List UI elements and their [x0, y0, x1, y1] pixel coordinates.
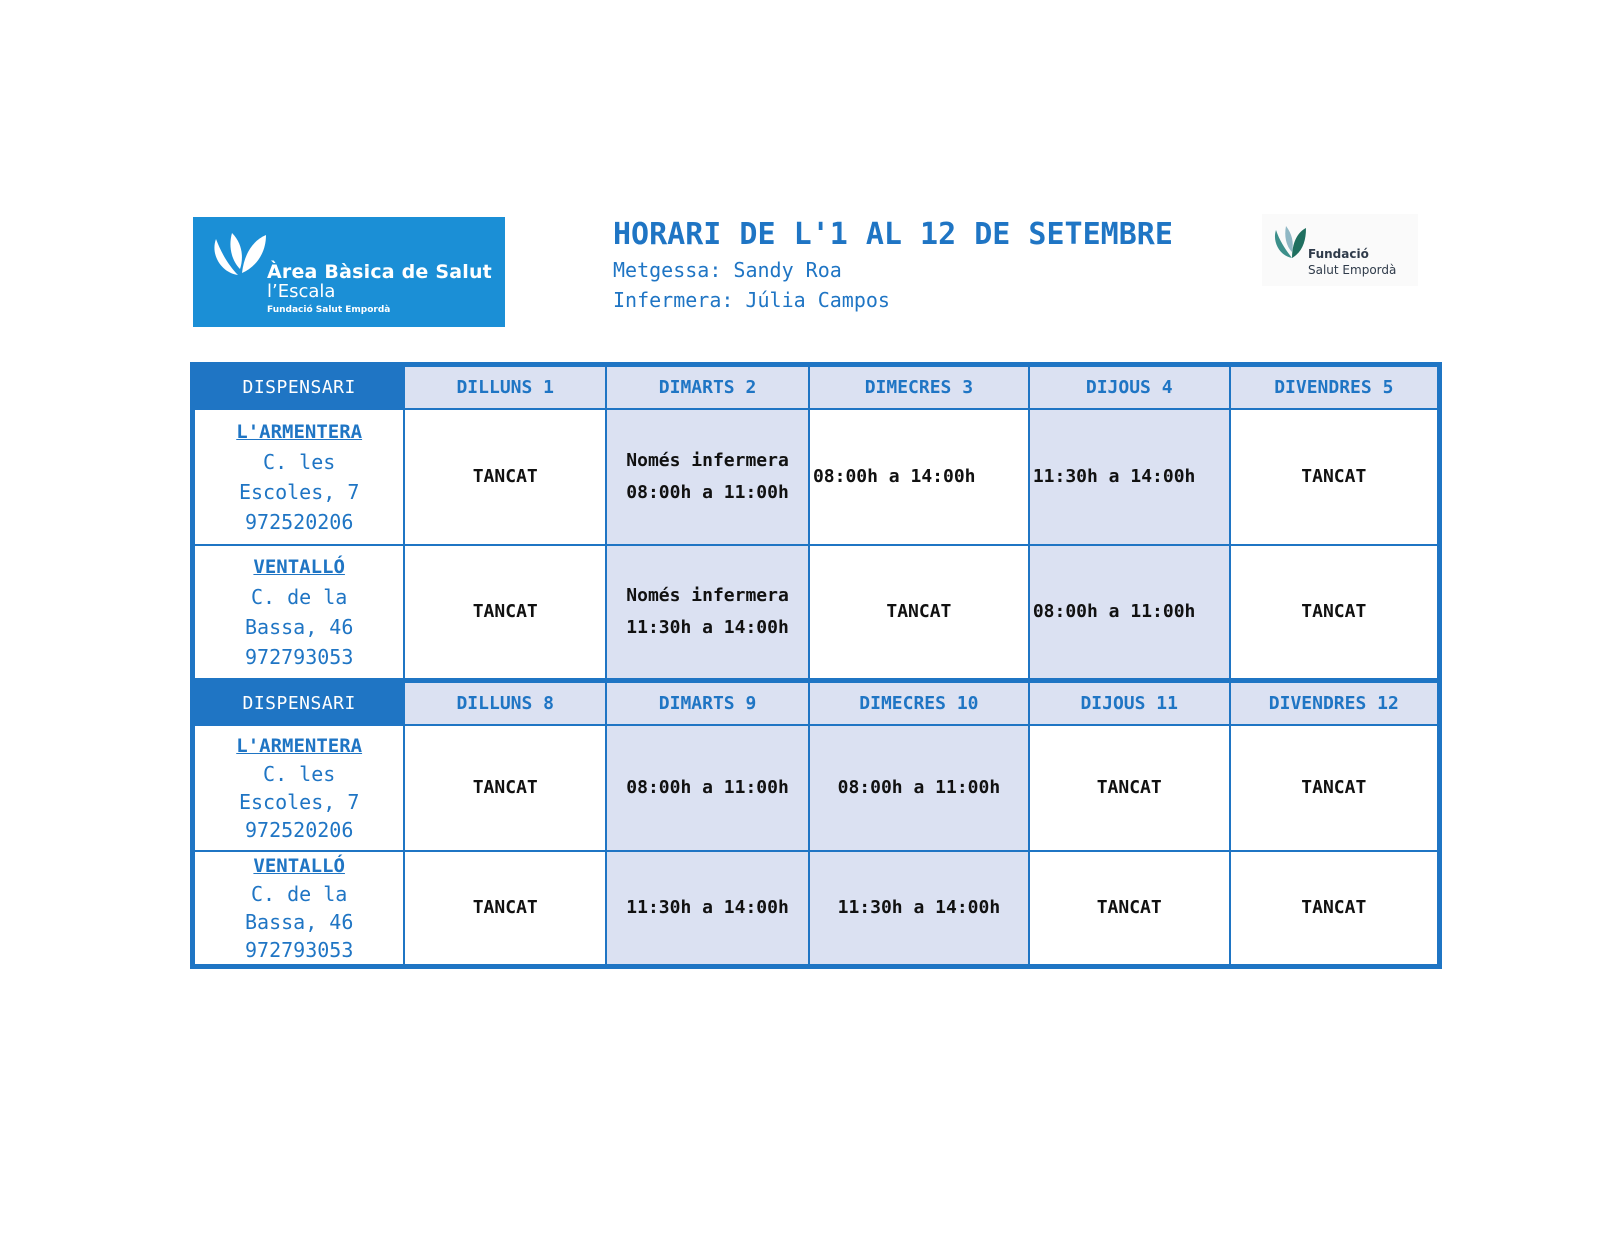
schedule-cell [1230, 725, 1440, 851]
schedule-cell [1230, 851, 1440, 967]
location-address: C. les [263, 450, 336, 474]
fundacio-salut-emporda-logo [1262, 214, 1418, 286]
schedule-text: TANCAT [472, 601, 538, 622]
column-header-day: DILLUNS 8 [404, 681, 606, 726]
column-header-dispensari: DISPENSARI [193, 681, 405, 726]
logo-left-line1: Àrea Bàsica de Salut [267, 261, 492, 283]
schedule-text: Només infermera [626, 585, 789, 606]
location-address: C. de la [251, 585, 348, 609]
location-address: Escoles, 7 [238, 790, 360, 814]
schedule-text: 08:00h a 11:00h [1032, 601, 1196, 622]
schedule-cell [1230, 409, 1440, 545]
location-phone: 972520206 [244, 510, 354, 534]
column-header-day: DIMARTS 9 [606, 681, 809, 726]
location-cell [193, 725, 405, 851]
location-cell [193, 409, 405, 545]
schedule-cell [809, 851, 1029, 967]
table-row [193, 725, 1440, 851]
location-address: Bassa, 46 [244, 910, 354, 934]
schedule-text: TANCAT [472, 897, 538, 918]
schedule-table [190, 362, 1442, 969]
schedule-text: TANCAT [472, 777, 538, 798]
column-header-day: DIMECRES 10 [809, 681, 1029, 726]
location-name-link[interactable]: VENTALLÓ [253, 556, 345, 578]
schedule-cell [606, 409, 809, 545]
column-header-day: DILLUNS 1 [404, 365, 606, 410]
schedule-text: TANCAT [1096, 897, 1162, 918]
schedule-cell [606, 545, 809, 681]
schedule-text: TANCAT [1301, 777, 1367, 798]
column-header-day: DIMECRES 3 [809, 365, 1029, 410]
schedule-cell [1029, 545, 1230, 681]
table-row [193, 851, 1440, 967]
schedule-cell [404, 851, 606, 967]
schedule-cell [404, 545, 606, 681]
leaf-logo-icon [1272, 224, 1308, 264]
logo-right-line2: Salut Empordà [1308, 263, 1397, 277]
column-header-day: DIVENDRES 12 [1230, 681, 1440, 726]
logo-left-line2: l’Escala [267, 281, 336, 302]
schedule-cell [1230, 545, 1440, 681]
schedule-cell [606, 725, 809, 851]
schedule-text: 11:30h a 14:00h [837, 897, 1001, 918]
schedule-cell [1029, 725, 1230, 851]
column-header-day: DIJOUS 4 [1029, 365, 1230, 410]
location-phone: 972793053 [244, 645, 354, 669]
location-address: C. les [263, 762, 336, 786]
schedule-text: 11:30h a 14:00h [1032, 466, 1196, 487]
schedule-text: TANCAT [1301, 601, 1367, 622]
logo-left-line3: Fundació Salut Empordà [267, 305, 391, 315]
column-header-dispensari: DISPENSARI [193, 365, 405, 410]
table-row [193, 409, 1440, 545]
location-name-link[interactable]: L'ARMENTERA [236, 421, 363, 443]
nurse-name: Infermera: Júlia Campos [613, 288, 890, 312]
location-cell [193, 851, 405, 967]
schedule-cell [809, 545, 1029, 681]
schedule-cell [404, 409, 606, 545]
week2-header-row [193, 681, 1440, 726]
table-row [193, 545, 1440, 681]
page-title: HORARI DE L'1 AL 12 DE SETEMBRE [613, 217, 1173, 252]
schedule-cell [809, 409, 1029, 545]
location-address: Bassa, 46 [244, 615, 354, 639]
schedule-text: TANCAT [886, 601, 952, 622]
schedule-text: TANCAT [1096, 777, 1162, 798]
schedule-cell [809, 725, 1029, 851]
schedule-cell [404, 725, 606, 851]
column-header-day: DIMARTS 2 [606, 365, 809, 410]
schedule-text: TANCAT [472, 466, 538, 487]
logo-right-line1: Fundació [1308, 247, 1369, 261]
schedule-text: TANCAT [1301, 897, 1367, 918]
doctor-name: Metgessa: Sandy Roa [613, 258, 842, 282]
schedule-cell [1029, 409, 1230, 545]
schedule-text: 08:00h a 14:00h [812, 466, 976, 487]
leaf-logo-icon [208, 229, 270, 281]
week1-header-row [193, 365, 1440, 410]
column-header-day: DIVENDRES 5 [1230, 365, 1440, 410]
location-name-link[interactable]: L'ARMENTERA [236, 735, 363, 757]
schedule-cell [606, 851, 809, 967]
location-phone: 972793053 [244, 938, 354, 962]
schedule-text: 08:00h a 11:00h [626, 482, 789, 503]
schedule-text: Només infermera [626, 450, 789, 471]
schedule-text: 11:30h a 14:00h [626, 617, 789, 638]
location-cell [193, 545, 405, 681]
schedule-text: TANCAT [1301, 466, 1367, 487]
location-phone: 972520206 [244, 818, 354, 842]
location-address: C. de la [251, 882, 348, 906]
location-address: Escoles, 7 [238, 480, 360, 504]
location-name-link[interactable]: VENTALLÓ [253, 855, 345, 877]
schedule-cell [1029, 851, 1230, 967]
schedule-text: 08:00h a 11:00h [626, 777, 789, 798]
column-header-day: DIJOUS 11 [1029, 681, 1230, 726]
area-basica-salut-logo [193, 217, 505, 327]
schedule-text: 08:00h a 11:00h [837, 777, 1001, 798]
schedule-text: 11:30h a 14:00h [626, 897, 789, 918]
